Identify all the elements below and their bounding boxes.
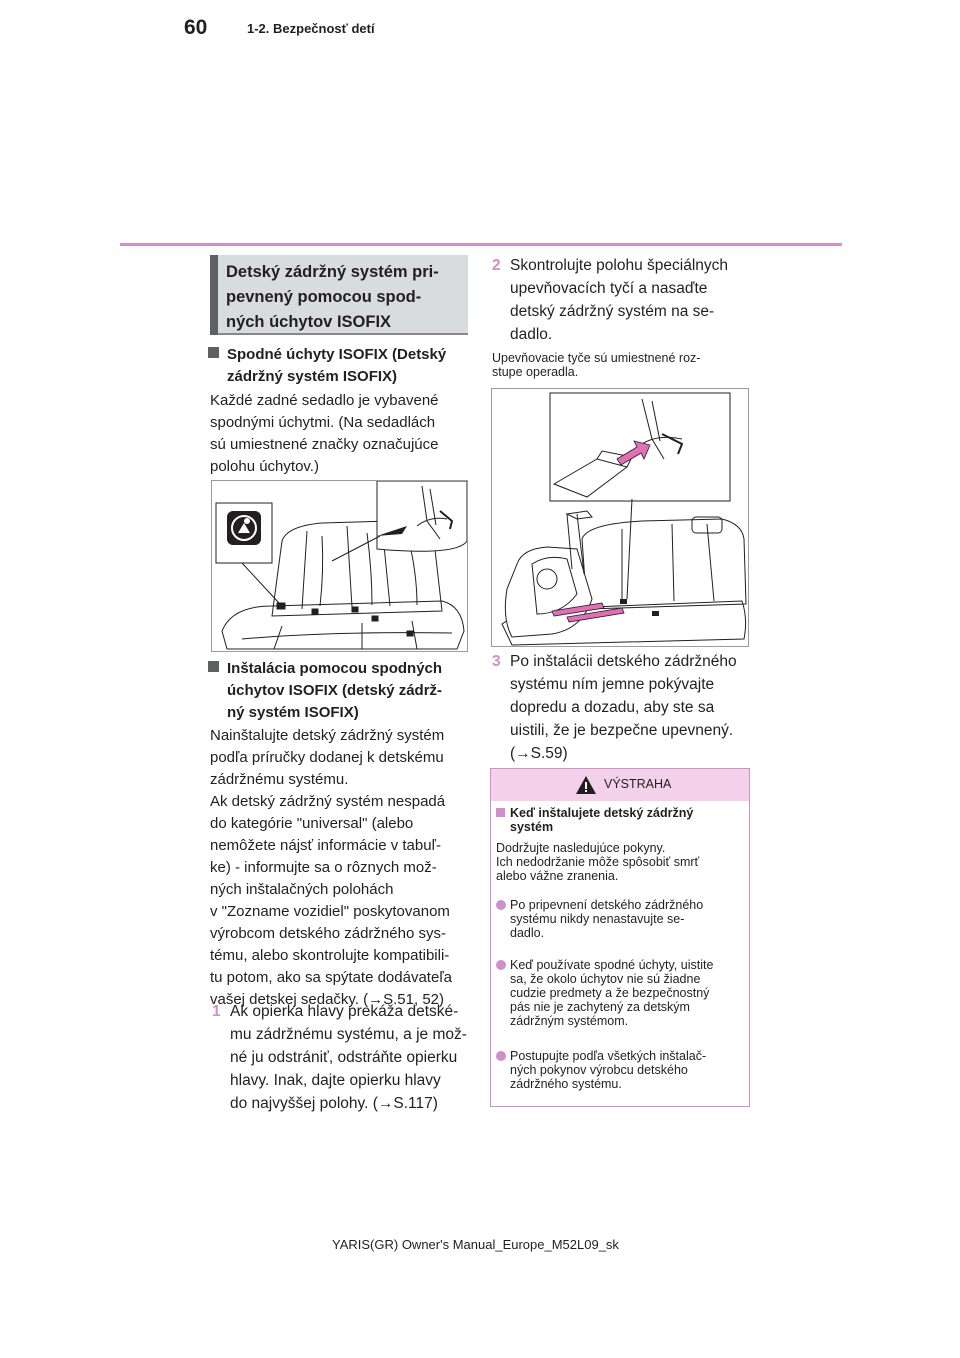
text-line: tu potom, ako sa spýtate dodávateľa (210, 969, 453, 986)
text-line: stupe operadla. (492, 365, 579, 379)
text-line: Po inštalácii detského zádržného (510, 653, 737, 670)
text-line: systém (510, 820, 554, 834)
text-line: uistili, že je bezpečne upevnený. (510, 722, 734, 739)
warning-item-3 (510, 1049, 746, 1091)
text-line: cudzie predmety a že bezpečnostný (510, 986, 710, 1000)
section-heading-box (210, 255, 468, 335)
text-line: Keď inštalujete detský zádržný (510, 806, 694, 820)
text-line: alebo vážne zranenia. (496, 869, 619, 883)
text-line: podľa príručky dodanej k detskému (210, 749, 444, 766)
text-line: upevňovacích tyčí a nasaďte (510, 280, 708, 297)
step-number: 2 (492, 257, 501, 274)
text-line: Dodržujte nasledujúce pokyny. (496, 841, 666, 855)
section-heading (226, 260, 466, 335)
text-line: Ak opierka hlavy prekáža detské- (230, 1003, 459, 1020)
text-line: Ak detský zádržný systém nespadá (210, 793, 446, 810)
text-line: zádržným systémom. (510, 1014, 629, 1028)
text-line: do najvyššej polohy. (→S.117) (230, 1095, 438, 1112)
text-line: Postupujte podľa všetkých inštalač- (510, 1049, 707, 1063)
text-line: sa, že okolo úchytov nie sú žiadne (510, 972, 701, 986)
subheading-isofix-anchors (210, 344, 470, 390)
heading-line: ných úchytov ISOFIX (226, 313, 392, 331)
round-bullet-icon (496, 960, 506, 970)
text-line: dadlo. (510, 926, 545, 940)
text-line: spodnými úchytmi. (Na sedadlách (210, 414, 436, 431)
text-line: ných pokynov výrobcu detského (510, 1063, 688, 1077)
step-number: 3 (492, 653, 501, 670)
subheading-line: Spodné úchyty ISOFIX (Detský (227, 346, 447, 363)
warning-box (490, 768, 750, 1107)
text-line: Po pripevnení detského zádržného (510, 898, 704, 912)
text-line: Ich nedodržanie môže spôsobiť smrť (496, 855, 700, 869)
warning-triangle-icon (575, 775, 597, 795)
subheading-line: úchytov ISOFIX (detský zádrž- (227, 682, 443, 699)
text-line: dadlo. (510, 326, 553, 343)
text-line: Keď používate spodné úchyty, uistite (510, 958, 714, 972)
text-line: Upevňovacie tyče sú umiestnené roz- (492, 351, 701, 365)
page-number: 60 (184, 16, 208, 39)
warning-subheading (510, 806, 746, 834)
warning-title: VÝSTRAHA (604, 777, 672, 791)
seat-illustration (212, 481, 467, 651)
text-line: ných inštalačných polohách (210, 881, 394, 898)
figure-child-seat-installation (491, 388, 749, 647)
subheading-line: Inštalácia pomocou spodných (227, 660, 443, 677)
text-line: Nainštalujte detský zádržný systém (210, 727, 445, 744)
text-line: dopredu a dozadu, aby ste sa (510, 699, 715, 716)
text-line: detský zádržný systém na se- (510, 303, 715, 320)
step-3 (492, 650, 757, 765)
heading-bar (210, 255, 218, 335)
text-line: v "Zozname vozidiel" poskytovanom (210, 903, 450, 920)
child-seat-illustration (492, 389, 748, 646)
round-bullet-icon (496, 1051, 506, 1061)
square-bullet-icon (208, 347, 219, 358)
text-line: né ju odstrániť, odstráňte opierku (230, 1049, 458, 1066)
text-line: polohu úchytov.) (210, 458, 319, 475)
paragraph-installation (210, 725, 475, 1011)
text-line: pás nie je zachytený za detským (510, 1000, 690, 1014)
text-line: hlavy. Inak, dajte opierku hlavy (230, 1072, 441, 1089)
text-line: zádržného systému. (510, 1077, 622, 1091)
text-line: Skontrolujte polohu špeciálnych (510, 257, 728, 274)
round-bullet-icon (496, 900, 506, 910)
text-line: systému ním jemne pokývajte (510, 676, 715, 693)
square-bullet-icon (208, 661, 219, 672)
square-bullet-icon (496, 808, 505, 817)
text-line: sú umiestnené značky označujúce (210, 436, 439, 453)
warning-intro (496, 841, 746, 883)
text-line: (→S.59) (510, 745, 568, 762)
subheading-installation (210, 658, 470, 724)
text-line: ke) - informujte sa o rôznych mož- (210, 859, 437, 876)
footer-manual-id: YARIS(GR) Owner's Manual_Europe_M52L09_sk (332, 1237, 619, 1252)
note-bars-location (492, 351, 752, 379)
subheading-line: zádržný systém ISOFIX) (227, 368, 398, 385)
text-line: vašej detskej sedačky. (→S.51, 52) (210, 991, 444, 1008)
header-rule (120, 243, 842, 246)
subheading-line: ný systém ISOFIX) (227, 704, 359, 721)
text-line: tému, alebo skontrolujte kompatibili- (210, 947, 450, 964)
heading-line: Detský zádržný systém pri- (226, 263, 439, 281)
text-line: Každé zadné sedadlo je vybavené (210, 392, 439, 409)
text-line: nemôžete nájsť informácie v tabuľ- (210, 837, 441, 854)
warning-item-1 (510, 898, 746, 940)
text-line: zádržnému systému. (210, 771, 349, 788)
step-1 (212, 1000, 477, 1120)
step-number: 1 (212, 1003, 221, 1020)
heading-line: pevnený pomocou spod- (226, 288, 422, 306)
figure-rear-seat-isofix (211, 480, 468, 652)
warning-header (491, 769, 749, 801)
paragraph-anchors (210, 390, 472, 478)
warning-item-2 (510, 958, 746, 1028)
text-line: výrobcom detského zádržného sys- (210, 925, 446, 942)
text-line: systému nikdy nenastavujte se- (510, 912, 685, 926)
text-line: do kategórie "universal" (alebo (210, 815, 414, 832)
section-title: 1-2. Bezpečnosť detí (247, 21, 375, 36)
step-2 (492, 254, 757, 349)
text-line: mu zádržnému systému, a je mož- (230, 1026, 467, 1043)
